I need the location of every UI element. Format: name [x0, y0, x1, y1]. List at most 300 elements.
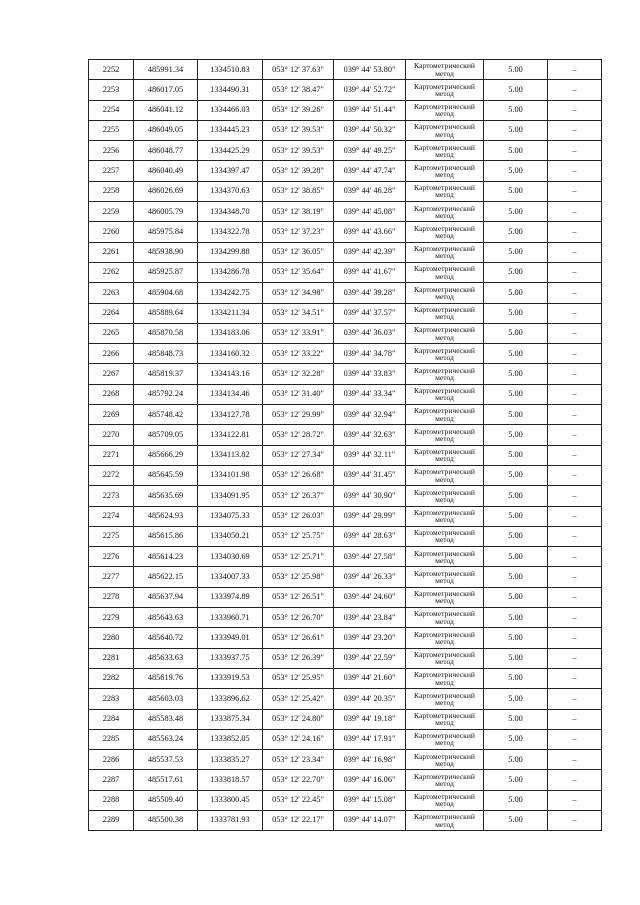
method-cell: Картометрический метод — [406, 547, 484, 567]
y-coordinate-cell: 1334183.06 — [198, 323, 263, 343]
longitude-cell: 039° 44' 15.08" — [334, 790, 406, 810]
table-row — [89, 181, 602, 201]
x-coordinate-cell: 485991.34 — [134, 60, 198, 80]
y-coordinate-cell: 1334134.46 — [198, 384, 263, 404]
table-row — [89, 161, 602, 181]
x-coordinate-cell: 485622.15 — [134, 567, 198, 587]
method-cell: Картометрический метод — [406, 202, 484, 222]
x-coordinate-cell: 485848.73 — [134, 344, 198, 364]
y-coordinate-cell: 1334242.75 — [198, 283, 263, 303]
accuracy-cell: 5.00 — [484, 222, 548, 242]
point-number-cell: 2264 — [89, 303, 134, 323]
longitude-cell: 039° 44' 33.34" — [334, 384, 406, 404]
method-cell: Картометрический метод — [406, 810, 484, 830]
x-coordinate-cell: 485563.24 — [134, 729, 198, 749]
point-number-cell: 2262 — [89, 262, 134, 282]
longitude-cell: 039° 44' 27.58" — [334, 547, 406, 567]
table-row — [89, 486, 602, 506]
accuracy-cell: 5.00 — [484, 181, 548, 201]
longitude-cell: 039° 44' 49.25" — [334, 141, 406, 161]
accuracy-cell: 5.00 — [484, 750, 548, 770]
longitude-cell: 039° 44' 22.59" — [334, 648, 406, 668]
table-row — [89, 750, 602, 770]
note-cell: – — [548, 526, 602, 546]
latitude-cell: 053° 12' 28.72" — [263, 425, 334, 445]
accuracy-cell: 5.00 — [484, 506, 548, 526]
longitude-cell: 039° 44' 32.94" — [334, 405, 406, 425]
coordinates-table-body — [89, 60, 602, 831]
point-number-cell: 2273 — [89, 486, 134, 506]
x-coordinate-cell: 486040.49 — [134, 161, 198, 181]
table-row — [89, 60, 602, 80]
method-cell: Картометрический метод — [406, 628, 484, 648]
method-cell: Картометрический метод — [406, 364, 484, 384]
x-coordinate-cell: 486048.77 — [134, 141, 198, 161]
note-cell: – — [548, 750, 602, 770]
point-number-cell: 2286 — [89, 750, 134, 770]
longitude-cell: 039° 44' 33.83" — [334, 364, 406, 384]
latitude-cell: 053° 12' 24.16" — [263, 729, 334, 749]
point-number-cell: 2288 — [89, 790, 134, 810]
x-coordinate-cell: 486041.12 — [134, 100, 198, 120]
longitude-cell: 039° 44' 32.11" — [334, 445, 406, 465]
point-number-cell: 2287 — [89, 770, 134, 790]
latitude-cell: 053° 12' 26.03" — [263, 506, 334, 526]
method-cell: Картометрический метод — [406, 100, 484, 120]
x-coordinate-cell: 485509.40 — [134, 790, 198, 810]
x-coordinate-cell: 485938.90 — [134, 242, 198, 262]
y-coordinate-cell: 1334030.69 — [198, 547, 263, 567]
point-number-cell: 2257 — [89, 161, 134, 181]
x-coordinate-cell: 485748.42 — [134, 405, 198, 425]
y-coordinate-cell: 1334370.63 — [198, 181, 263, 201]
method-cell: Картометрический метод — [406, 486, 484, 506]
method-cell: Картометрический метод — [406, 567, 484, 587]
point-number-cell: 2282 — [89, 668, 134, 688]
note-cell: – — [548, 709, 602, 729]
accuracy-cell: 5.00 — [484, 547, 548, 567]
note-cell: – — [548, 608, 602, 628]
latitude-cell: 053° 12' 25.42" — [263, 689, 334, 709]
method-cell: Картометрический метод — [406, 648, 484, 668]
y-coordinate-cell: 1334143.16 — [198, 364, 263, 384]
table-row — [89, 506, 602, 526]
table-row — [89, 709, 602, 729]
method-cell: Картометрический метод — [406, 141, 484, 161]
accuracy-cell: 5.00 — [484, 100, 548, 120]
longitude-cell: 039° 44' 30.90" — [334, 486, 406, 506]
x-coordinate-cell: 485619.76 — [134, 668, 198, 688]
x-coordinate-cell: 485614.23 — [134, 547, 198, 567]
method-cell: Картометрический метод — [406, 608, 484, 628]
note-cell: – — [548, 810, 602, 830]
longitude-cell: 039° 44' 46.28" — [334, 181, 406, 201]
x-coordinate-cell: 485975.84 — [134, 222, 198, 242]
accuracy-cell: 5.00 — [484, 80, 548, 100]
method-cell: Картометрический метод — [406, 161, 484, 181]
latitude-cell: 053° 12' 35.64" — [263, 262, 334, 282]
note-cell: – — [548, 567, 602, 587]
point-number-cell: 2284 — [89, 709, 134, 729]
point-number-cell: 2261 — [89, 242, 134, 262]
table-row — [89, 141, 602, 161]
latitude-cell: 053° 12' 26.61" — [263, 628, 334, 648]
latitude-cell: 053° 12' 26.68" — [263, 465, 334, 485]
longitude-cell: 039° 44' 39.28" — [334, 283, 406, 303]
y-coordinate-cell: 1334101.98 — [198, 465, 263, 485]
table-row — [89, 100, 602, 120]
table-row — [89, 790, 602, 810]
method-cell: Картометрический метод — [406, 181, 484, 201]
accuracy-cell: 5.00 — [484, 567, 548, 587]
note-cell: – — [548, 60, 602, 80]
y-coordinate-cell: 1333919.53 — [198, 668, 263, 688]
longitude-cell: 039° 44' 34.78" — [334, 344, 406, 364]
method-cell: Картометрический метод — [406, 344, 484, 364]
longitude-cell: 039° 44' 23.84" — [334, 608, 406, 628]
y-coordinate-cell: 1334466.03 — [198, 100, 263, 120]
note-cell: – — [548, 465, 602, 485]
y-coordinate-cell: 1333781.93 — [198, 810, 263, 830]
method-cell: Картометрический метод — [406, 668, 484, 688]
point-number-cell: 2256 — [89, 141, 134, 161]
point-number-cell: 2266 — [89, 344, 134, 364]
latitude-cell: 053° 12' 38.47" — [263, 80, 334, 100]
point-number-cell: 2278 — [89, 587, 134, 607]
point-number-cell: 2254 — [89, 100, 134, 120]
y-coordinate-cell: 1333896.62 — [198, 689, 263, 709]
y-coordinate-cell: 1334490.31 — [198, 80, 263, 100]
method-cell: Картометрический метод — [406, 770, 484, 790]
point-number-cell: 2255 — [89, 120, 134, 140]
y-coordinate-cell: 1333974.89 — [198, 587, 263, 607]
latitude-cell: 053° 12' 31.40" — [263, 384, 334, 404]
y-coordinate-cell: 1334299.88 — [198, 242, 263, 262]
point-number-cell: 2267 — [89, 364, 134, 384]
note-cell: – — [548, 80, 602, 100]
accuracy-cell: 5.00 — [484, 648, 548, 668]
x-coordinate-cell: 485643.63 — [134, 608, 198, 628]
y-coordinate-cell: 1333875.34 — [198, 709, 263, 729]
method-cell: Картометрический метод — [406, 445, 484, 465]
longitude-cell: 039° 44' 45.08" — [334, 202, 406, 222]
note-cell: – — [548, 587, 602, 607]
longitude-cell: 039° 44' 28.63" — [334, 526, 406, 546]
longitude-cell: 039° 44' 32.63" — [334, 425, 406, 445]
method-cell: Картометрический метод — [406, 750, 484, 770]
y-coordinate-cell: 1334322.78 — [198, 222, 263, 242]
longitude-cell: 039° 44' 47.74" — [334, 161, 406, 181]
point-number-cell: 2285 — [89, 729, 134, 749]
method-cell: Картометрический метод — [406, 384, 484, 404]
note-cell: – — [548, 141, 602, 161]
table-row — [89, 770, 602, 790]
accuracy-cell: 5.00 — [484, 262, 548, 282]
table-row — [89, 648, 602, 668]
point-number-cell: 2277 — [89, 567, 134, 587]
y-coordinate-cell: 1333949.01 — [198, 628, 263, 648]
accuracy-cell: 5.00 — [484, 526, 548, 546]
x-coordinate-cell: 486017.05 — [134, 80, 198, 100]
accuracy-cell: 5.00 — [484, 770, 548, 790]
x-coordinate-cell: 485537.53 — [134, 750, 198, 770]
point-number-cell: 2252 — [89, 60, 134, 80]
note-cell: – — [548, 689, 602, 709]
accuracy-cell: 5.00 — [484, 486, 548, 506]
x-coordinate-cell: 485889.64 — [134, 303, 198, 323]
point-number-cell: 2271 — [89, 445, 134, 465]
table-row — [89, 364, 602, 384]
accuracy-cell: 5.00 — [484, 202, 548, 222]
table-row — [89, 202, 602, 222]
note-cell: – — [548, 648, 602, 668]
note-cell: – — [548, 384, 602, 404]
x-coordinate-cell: 485603.03 — [134, 689, 198, 709]
point-number-cell: 2253 — [89, 80, 134, 100]
accuracy-cell: 5.00 — [484, 60, 548, 80]
longitude-cell: 039° 44' 53.80" — [334, 60, 406, 80]
point-number-cell: 2269 — [89, 405, 134, 425]
longitude-cell: 039° 44' 21.60" — [334, 668, 406, 688]
y-coordinate-cell: 1333937.75 — [198, 648, 263, 668]
table-row — [89, 384, 602, 404]
x-coordinate-cell: 485615.86 — [134, 526, 198, 546]
latitude-cell: 053° 12' 39.26" — [263, 100, 334, 120]
latitude-cell: 053° 12' 26.51" — [263, 587, 334, 607]
y-coordinate-cell: 1334445.23 — [198, 120, 263, 140]
accuracy-cell: 5.00 — [484, 303, 548, 323]
longitude-cell: 039° 44' 43.66" — [334, 222, 406, 242]
method-cell: Картометрический метод — [406, 506, 484, 526]
method-cell: Картометрический метод — [406, 80, 484, 100]
method-cell: Картометрический метод — [406, 323, 484, 343]
latitude-cell: 053° 12' 38.19" — [263, 202, 334, 222]
point-number-cell: 2280 — [89, 628, 134, 648]
method-cell: Картометрический метод — [406, 729, 484, 749]
longitude-cell: 039° 44' 41.67" — [334, 262, 406, 282]
longitude-cell: 039° 44' 52.72" — [334, 80, 406, 100]
note-cell: – — [548, 486, 602, 506]
latitude-cell: 053° 12' 39.28" — [263, 161, 334, 181]
note-cell: – — [548, 181, 602, 201]
longitude-cell: 039° 44' 16.06" — [334, 770, 406, 790]
y-coordinate-cell: 1333835.27 — [198, 750, 263, 770]
point-number-cell: 2276 — [89, 547, 134, 567]
x-coordinate-cell: 485819.37 — [134, 364, 198, 384]
x-coordinate-cell: 485645.59 — [134, 465, 198, 485]
table-row — [89, 242, 602, 262]
point-number-cell: 2283 — [89, 689, 134, 709]
y-coordinate-cell: 1334091.95 — [198, 486, 263, 506]
x-coordinate-cell: 485709.05 — [134, 425, 198, 445]
x-coordinate-cell: 485624.93 — [134, 506, 198, 526]
table-row — [89, 729, 602, 749]
accuracy-cell: 5.00 — [484, 790, 548, 810]
accuracy-cell: 5.00 — [484, 425, 548, 445]
longitude-cell: 039° 44' 31.45" — [334, 465, 406, 485]
y-coordinate-cell: 1334007.33 — [198, 567, 263, 587]
latitude-cell: 053° 12' 39.53" — [263, 141, 334, 161]
point-number-cell: 2263 — [89, 283, 134, 303]
x-coordinate-cell: 485633.63 — [134, 648, 198, 668]
accuracy-cell: 5.00 — [484, 384, 548, 404]
point-number-cell: 2265 — [89, 323, 134, 343]
point-number-cell: 2281 — [89, 648, 134, 668]
method-cell: Картометрический метод — [406, 262, 484, 282]
latitude-cell: 053° 12' 26.37" — [263, 486, 334, 506]
note-cell: – — [548, 283, 602, 303]
latitude-cell: 053° 12' 25.98" — [263, 567, 334, 587]
note-cell: – — [548, 425, 602, 445]
table-row — [89, 425, 602, 445]
y-coordinate-cell: 1334425.29 — [198, 141, 263, 161]
accuracy-cell: 5.00 — [484, 668, 548, 688]
method-cell: Картометрический метод — [406, 587, 484, 607]
note-cell: – — [548, 303, 602, 323]
note-cell: – — [548, 506, 602, 526]
longitude-cell: 039° 44' 23.20" — [334, 628, 406, 648]
longitude-cell: 039° 44' 26.33" — [334, 567, 406, 587]
longitude-cell: 039° 44' 36.03" — [334, 323, 406, 343]
note-cell: – — [548, 202, 602, 222]
y-coordinate-cell: 1333960.71 — [198, 608, 263, 628]
x-coordinate-cell: 485792.24 — [134, 384, 198, 404]
latitude-cell: 053° 12' 23.34" — [263, 750, 334, 770]
method-cell: Картометрический метод — [406, 120, 484, 140]
accuracy-cell: 5.00 — [484, 608, 548, 628]
point-number-cell: 2274 — [89, 506, 134, 526]
latitude-cell: 053° 12' 34.98" — [263, 283, 334, 303]
x-coordinate-cell: 485870.58 — [134, 323, 198, 343]
longitude-cell: 039° 44' 16.98" — [334, 750, 406, 770]
x-coordinate-cell: 485904.68 — [134, 283, 198, 303]
method-cell: Картометрический метод — [406, 303, 484, 323]
accuracy-cell: 5.00 — [484, 323, 548, 343]
latitude-cell: 053° 12' 37.23" — [263, 222, 334, 242]
note-cell: – — [548, 344, 602, 364]
note-cell: – — [548, 242, 602, 262]
table-row — [89, 608, 602, 628]
note-cell: – — [548, 770, 602, 790]
note-cell: – — [548, 547, 602, 567]
x-coordinate-cell: 485500.38 — [134, 810, 198, 830]
latitude-cell: 053° 12' 24.80" — [263, 709, 334, 729]
table-row — [89, 567, 602, 587]
x-coordinate-cell: 485925.87 — [134, 262, 198, 282]
point-number-cell: 2259 — [89, 202, 134, 222]
y-coordinate-cell: 1334286.78 — [198, 262, 263, 282]
y-coordinate-cell: 1334113.82 — [198, 445, 263, 465]
accuracy-cell: 5.00 — [484, 465, 548, 485]
table-row — [89, 323, 602, 343]
longitude-cell: 039° 44' 14.07" — [334, 810, 406, 830]
note-cell: – — [548, 364, 602, 384]
longitude-cell: 039° 44' 19.18" — [334, 709, 406, 729]
y-coordinate-cell: 1334348.70 — [198, 202, 263, 222]
longitude-cell: 039° 44' 29.99" — [334, 506, 406, 526]
note-cell: – — [548, 161, 602, 181]
longitude-cell: 039° 44' 42.39" — [334, 242, 406, 262]
accuracy-cell: 5.00 — [484, 587, 548, 607]
table-row — [89, 689, 602, 709]
latitude-cell: 053° 12' 32.28" — [263, 364, 334, 384]
table-row — [89, 283, 602, 303]
method-cell: Картометрический метод — [406, 526, 484, 546]
latitude-cell: 053° 12' 36.05" — [263, 242, 334, 262]
x-coordinate-cell: 486005.79 — [134, 202, 198, 222]
accuracy-cell: 5.00 — [484, 242, 548, 262]
y-coordinate-cell: 1334127.78 — [198, 405, 263, 425]
y-coordinate-cell: 1334510.83 — [198, 60, 263, 80]
longitude-cell: 039° 44' 20.35" — [334, 689, 406, 709]
y-coordinate-cell: 1334397.47 — [198, 161, 263, 181]
latitude-cell: 053° 12' 22.45" — [263, 790, 334, 810]
latitude-cell: 053° 12' 22.17" — [263, 810, 334, 830]
method-cell: Картометрический метод — [406, 222, 484, 242]
accuracy-cell: 5.00 — [484, 689, 548, 709]
latitude-cell: 053° 12' 25.75" — [263, 526, 334, 546]
x-coordinate-cell: 485517.61 — [134, 770, 198, 790]
method-cell: Картометрический метод — [406, 790, 484, 810]
coordinates-table — [88, 59, 602, 831]
longitude-cell: 039° 44' 37.57" — [334, 303, 406, 323]
accuracy-cell: 5.00 — [484, 405, 548, 425]
latitude-cell: 053° 12' 29.99" — [263, 405, 334, 425]
point-number-cell: 2275 — [89, 526, 134, 546]
table-row — [89, 668, 602, 688]
table-row — [89, 465, 602, 485]
longitude-cell: 039° 44' 51.44" — [334, 100, 406, 120]
x-coordinate-cell: 486049.05 — [134, 120, 198, 140]
note-cell: – — [548, 729, 602, 749]
point-number-cell: 2289 — [89, 810, 134, 830]
point-number-cell: 2268 — [89, 384, 134, 404]
note-cell: – — [548, 100, 602, 120]
table-row — [89, 120, 602, 140]
method-cell: Картометрический метод — [406, 689, 484, 709]
x-coordinate-cell: 485666.29 — [134, 445, 198, 465]
note-cell: – — [548, 445, 602, 465]
x-coordinate-cell: 485640.72 — [134, 628, 198, 648]
y-coordinate-cell: 1333800.45 — [198, 790, 263, 810]
table-row — [89, 80, 602, 100]
point-number-cell: 2258 — [89, 181, 134, 201]
latitude-cell: 053° 12' 26.39" — [263, 648, 334, 668]
latitude-cell: 053° 12' 34.51" — [263, 303, 334, 323]
table-row — [89, 547, 602, 567]
point-number-cell: 2279 — [89, 608, 134, 628]
note-cell: – — [548, 628, 602, 648]
x-coordinate-cell: 486026.69 — [134, 181, 198, 201]
y-coordinate-cell: 1334075.33 — [198, 506, 263, 526]
y-coordinate-cell: 1333818.57 — [198, 770, 263, 790]
latitude-cell: 053° 12' 39.53" — [263, 120, 334, 140]
accuracy-cell: 5.00 — [484, 810, 548, 830]
longitude-cell: 039° 44' 50.32" — [334, 120, 406, 140]
table-row — [89, 303, 602, 323]
latitude-cell: 053° 12' 33.91" — [263, 323, 334, 343]
note-cell: – — [548, 323, 602, 343]
table-row — [89, 222, 602, 242]
latitude-cell: 053° 12' 25.95" — [263, 668, 334, 688]
y-coordinate-cell: 1334050.21 — [198, 526, 263, 546]
method-cell: Картометрический метод — [406, 405, 484, 425]
x-coordinate-cell: 485637.94 — [134, 587, 198, 607]
x-coordinate-cell: 485635.69 — [134, 486, 198, 506]
method-cell: Картометрический метод — [406, 465, 484, 485]
method-cell: Картометрический метод — [406, 60, 484, 80]
latitude-cell: 053° 12' 33.22" — [263, 344, 334, 364]
